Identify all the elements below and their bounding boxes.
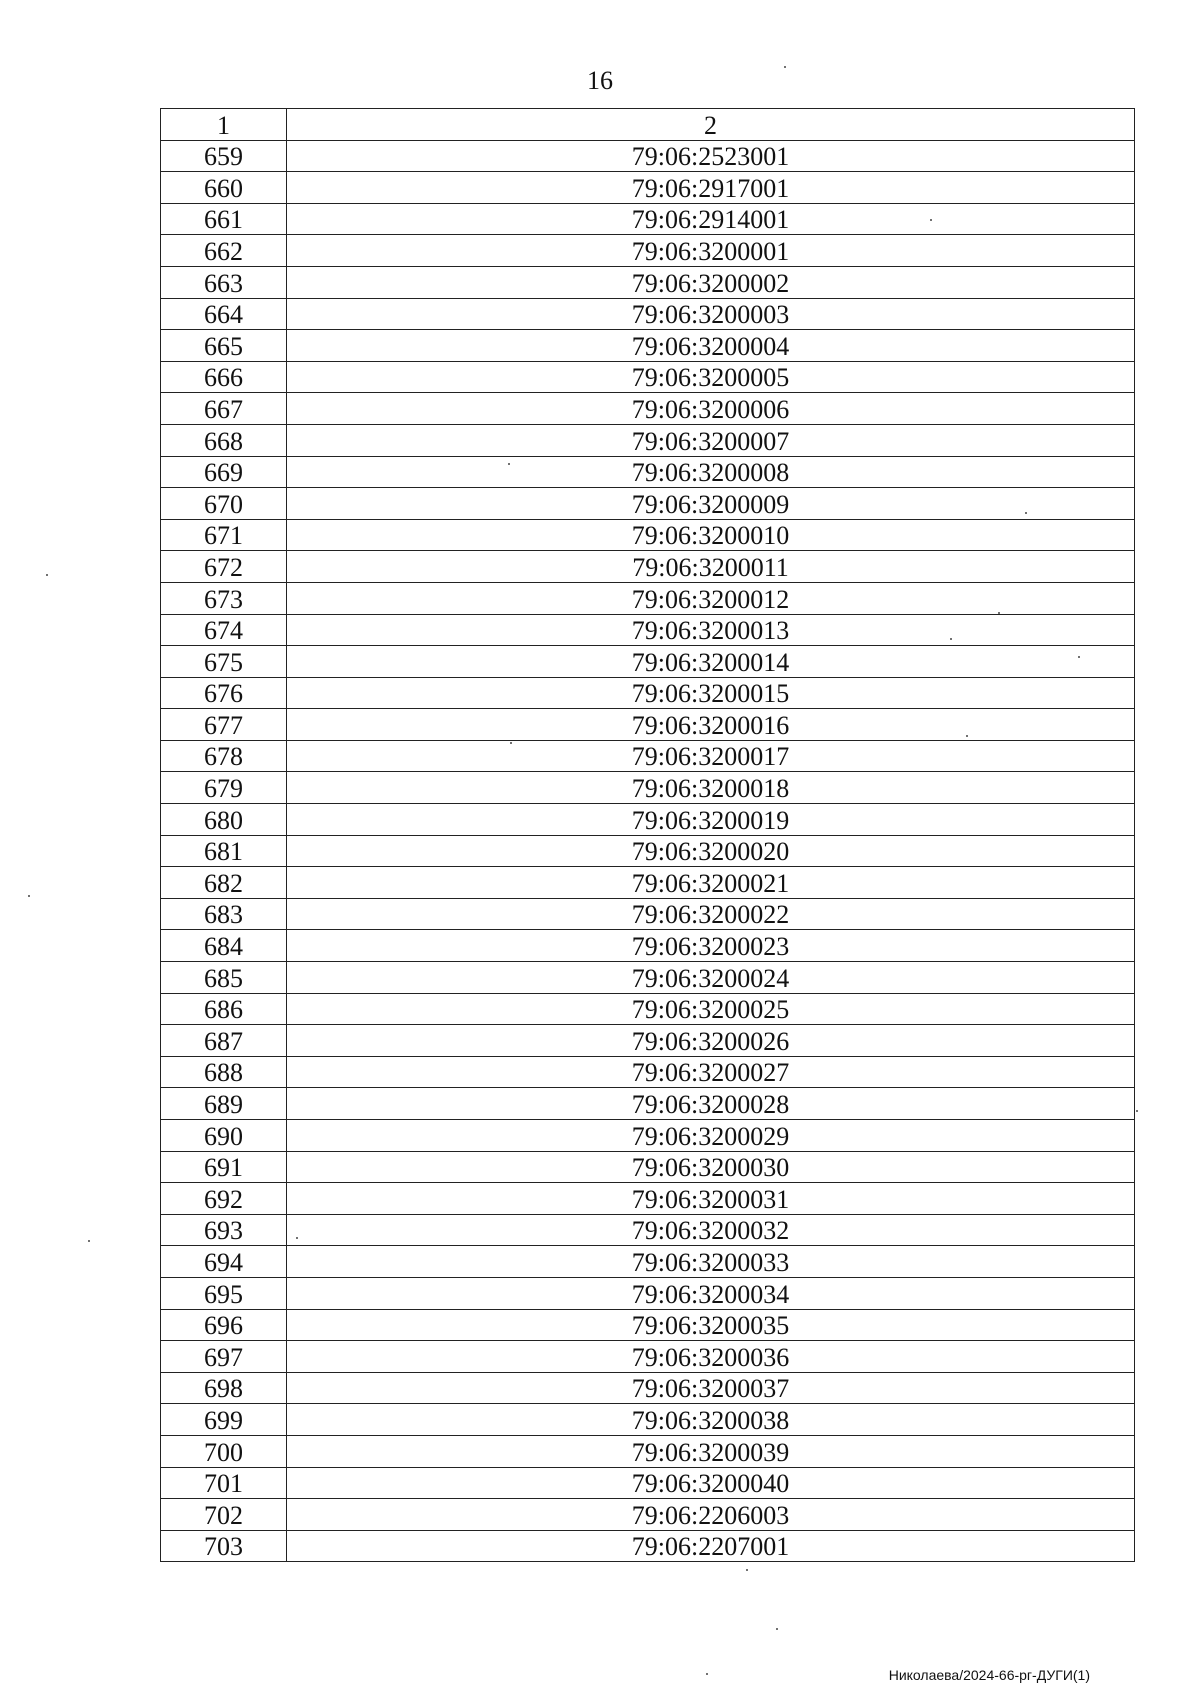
cadastral-number-cell: 79:06:2523001 [287, 140, 1135, 172]
table-row [161, 1530, 1135, 1562]
table-row [161, 1120, 1135, 1152]
row-number-cell: 670 [161, 488, 287, 520]
scan-speck [1136, 1110, 1138, 1112]
table-row [161, 393, 1135, 425]
scan-speck [746, 1569, 748, 1571]
scan-speck [88, 1240, 90, 1242]
cadastral-number-cell: 79:06:3200023 [287, 930, 1135, 962]
row-number-cell: 680 [161, 804, 287, 836]
row-number-cell: 688 [161, 1056, 287, 1088]
scan-speck [1078, 656, 1080, 658]
cadastral-number-cell: 79:06:3200030 [287, 1151, 1135, 1183]
cadastral-number-cell: 79:06:3200015 [287, 677, 1135, 709]
table-row [161, 740, 1135, 772]
table-row [161, 235, 1135, 267]
scan-speck [966, 735, 968, 737]
cadastral-number-cell: 79:06:3200037 [287, 1372, 1135, 1404]
table-row [161, 361, 1135, 393]
table-row [161, 930, 1135, 962]
row-number-cell: 697 [161, 1341, 287, 1373]
row-number-cell: 701 [161, 1467, 287, 1499]
cadastral-number-cell: 79:06:3200001 [287, 235, 1135, 267]
scan-speck [46, 574, 48, 576]
row-number-cell: 672 [161, 551, 287, 583]
cadastral-number-cell: 79:06:3200005 [287, 361, 1135, 393]
row-number-cell: 699 [161, 1404, 287, 1436]
cadastral-number-cell: 79:06:3200040 [287, 1467, 1135, 1499]
cadastral-number-cell: 79:06:3200038 [287, 1404, 1135, 1436]
table-row [161, 1214, 1135, 1246]
cadastral-number-cell: 79:06:3200024 [287, 962, 1135, 994]
table-row [161, 266, 1135, 298]
cadastral-table [160, 108, 1135, 1562]
scan-speck [706, 1673, 708, 1675]
table-row [161, 1056, 1135, 1088]
row-number-cell: 668 [161, 424, 287, 456]
cadastral-number-cell: 79:06:3200035 [287, 1309, 1135, 1341]
page-number: 16 [587, 66, 613, 95]
table-row [161, 456, 1135, 488]
table-row [161, 172, 1135, 204]
row-number-cell: 671 [161, 519, 287, 551]
cadastral-number-cell: 79:06:2206003 [287, 1499, 1135, 1531]
table-row [161, 1372, 1135, 1404]
cadastral-number-cell: 79:06:3200036 [287, 1341, 1135, 1373]
table-row [161, 709, 1135, 741]
cadastral-number-cell: 79:06:3200029 [287, 1120, 1135, 1152]
cadastral-number-cell: 79:06:3200002 [287, 266, 1135, 298]
table-row [161, 140, 1135, 172]
cadastral-number-cell: 79:06:3200020 [287, 835, 1135, 867]
row-number-cell: 674 [161, 614, 287, 646]
table-header-row [161, 109, 1135, 141]
row-number-cell: 667 [161, 393, 287, 425]
scan-speck [28, 895, 30, 897]
row-number-cell: 696 [161, 1309, 287, 1341]
table-row [161, 1277, 1135, 1309]
row-number-cell: 675 [161, 646, 287, 678]
row-number-cell: 684 [161, 930, 287, 962]
cadastral-number-cell: 79:06:3200022 [287, 898, 1135, 930]
cadastral-number-cell: 79:06:3200011 [287, 551, 1135, 583]
cadastral-number-cell: 79:06:3200039 [287, 1435, 1135, 1467]
cadastral-number-cell: 79:06:3200032 [287, 1214, 1135, 1246]
cadastral-number-cell: 79:06:3200016 [287, 709, 1135, 741]
table-body [161, 140, 1135, 1562]
cadastral-number-cell: 79:06:3200014 [287, 646, 1135, 678]
table-row [161, 835, 1135, 867]
table-row [161, 993, 1135, 1025]
cadastral-number-cell: 79:06:3200019 [287, 804, 1135, 836]
row-number-cell: 690 [161, 1120, 287, 1152]
table-row [161, 1088, 1135, 1120]
cadastral-number-cell: 79:06:3200012 [287, 582, 1135, 614]
row-number-cell: 677 [161, 709, 287, 741]
table-row [161, 614, 1135, 646]
cadastral-number-cell: 79:06:3200004 [287, 330, 1135, 362]
table-row [161, 298, 1135, 330]
row-number-cell: 702 [161, 1499, 287, 1531]
cadastral-number-cell: 79:06:3200010 [287, 519, 1135, 551]
cadastral-number-cell: 79:06:3200017 [287, 740, 1135, 772]
table-row [161, 1309, 1135, 1341]
cadastral-number-cell: 79:06:3200021 [287, 867, 1135, 899]
row-number-cell: 664 [161, 298, 287, 330]
document-code: Николаева/2024-66-рг-ДУГИ(1) [888, 1667, 1090, 1683]
scan-speck [784, 66, 786, 68]
scan-speck [508, 463, 510, 465]
row-number-cell: 659 [161, 140, 287, 172]
table-row [161, 203, 1135, 235]
table-row [161, 330, 1135, 362]
row-number-cell: 698 [161, 1372, 287, 1404]
table-row [161, 582, 1135, 614]
row-number-cell: 661 [161, 203, 287, 235]
cadastral-number-cell: 79:06:3200013 [287, 614, 1135, 646]
row-number-cell: 703 [161, 1530, 287, 1562]
row-number-cell: 692 [161, 1183, 287, 1215]
cadastral-number-cell: 79:06:3200006 [287, 393, 1135, 425]
scan-speck [998, 612, 1000, 614]
table-row [161, 1151, 1135, 1183]
cadastral-number-cell: 79:06:3200025 [287, 993, 1135, 1025]
table-row [161, 1183, 1135, 1215]
table-row [161, 898, 1135, 930]
table-row [161, 1467, 1135, 1499]
cadastral-number-cell: 79:06:2207001 [287, 1530, 1135, 1562]
row-number-cell: 700 [161, 1435, 287, 1467]
column-header-number: 1 [161, 109, 287, 141]
cadastral-number-cell: 79:06:2917001 [287, 172, 1135, 204]
scan-speck [510, 742, 512, 744]
table-row [161, 424, 1135, 456]
row-number-cell: 678 [161, 740, 287, 772]
table-row [161, 1025, 1135, 1057]
column-header-cadastral: 2 [287, 109, 1135, 141]
table-row [161, 1341, 1135, 1373]
cadastral-number-cell: 79:06:3200026 [287, 1025, 1135, 1057]
cadastral-number-cell: 79:06:3200018 [287, 772, 1135, 804]
table-row [161, 519, 1135, 551]
row-number-cell: 689 [161, 1088, 287, 1120]
row-number-cell: 669 [161, 456, 287, 488]
table-row [161, 646, 1135, 678]
scan-speck [930, 219, 932, 221]
row-number-cell: 663 [161, 266, 287, 298]
cadastral-number-cell: 79:06:3200007 [287, 424, 1135, 456]
row-number-cell: 666 [161, 361, 287, 393]
row-number-cell: 694 [161, 1246, 287, 1278]
table-row [161, 804, 1135, 836]
table-row [161, 1246, 1135, 1278]
cadastral-number-cell: 79:06:3200034 [287, 1277, 1135, 1309]
cadastral-number-cell: 79:06:3200033 [287, 1246, 1135, 1278]
table-row [161, 867, 1135, 899]
row-number-cell: 683 [161, 898, 287, 930]
table-row [161, 488, 1135, 520]
table-row [161, 551, 1135, 583]
row-number-cell: 665 [161, 330, 287, 362]
scan-speck [950, 638, 952, 640]
row-number-cell: 686 [161, 993, 287, 1025]
row-number-cell: 679 [161, 772, 287, 804]
row-number-cell: 660 [161, 172, 287, 204]
table-row [161, 677, 1135, 709]
row-number-cell: 687 [161, 1025, 287, 1057]
cadastral-number-cell: 79:06:2914001 [287, 203, 1135, 235]
row-number-cell: 693 [161, 1214, 287, 1246]
row-number-cell: 676 [161, 677, 287, 709]
row-number-cell: 673 [161, 582, 287, 614]
row-number-cell: 681 [161, 835, 287, 867]
row-number-cell: 695 [161, 1277, 287, 1309]
table-row [161, 1435, 1135, 1467]
cadastral-number-cell: 79:06:3200009 [287, 488, 1135, 520]
scan-speck [1025, 512, 1027, 514]
cadastral-number-cell: 79:06:3200008 [287, 456, 1135, 488]
row-number-cell: 691 [161, 1151, 287, 1183]
table-row [161, 1499, 1135, 1531]
table-row [161, 962, 1135, 994]
table-row [161, 772, 1135, 804]
cadastral-number-cell: 79:06:3200003 [287, 298, 1135, 330]
cadastral-number-cell: 79:06:3200028 [287, 1088, 1135, 1120]
cadastral-number-cell: 79:06:3200031 [287, 1183, 1135, 1215]
table-row [161, 1404, 1135, 1436]
cadastral-number-cell: 79:06:3200027 [287, 1056, 1135, 1088]
row-number-cell: 685 [161, 962, 287, 994]
scan-speck [296, 1237, 298, 1239]
scan-speck [776, 1628, 778, 1630]
row-number-cell: 662 [161, 235, 287, 267]
row-number-cell: 682 [161, 867, 287, 899]
